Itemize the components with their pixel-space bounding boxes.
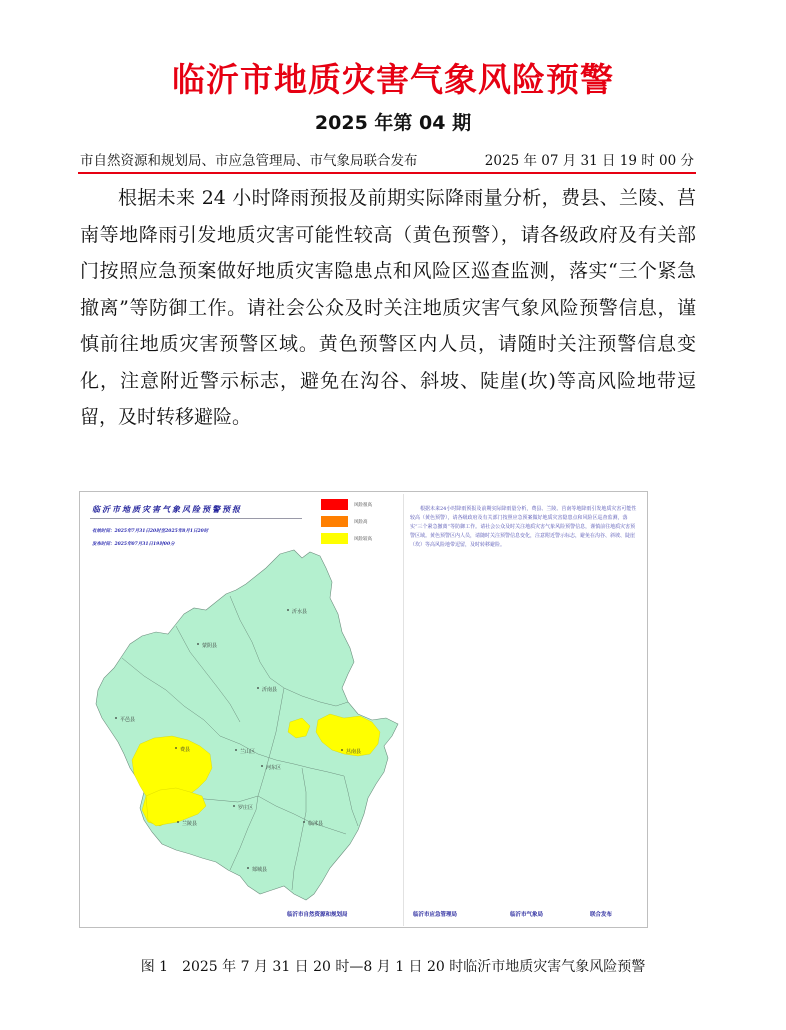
county-label-lanling: 兰陵县	[182, 821, 198, 827]
county-label-pingyi: 平邑县	[120, 717, 136, 723]
county-label-luozhuang: 罗庄区	[238, 805, 254, 811]
county-label-yinan: 沂南县	[262, 687, 278, 693]
map-release-time: 发布时间：2025年07月31日19时00分	[92, 542, 175, 547]
legend-swatch-orange	[321, 516, 348, 527]
publisher: 市自然资源和规划局、市应急管理局、市气象局联合发布	[80, 153, 418, 169]
warning-map-figure	[79, 491, 648, 928]
issue-number: 2025 年第 04 期	[314, 112, 472, 134]
county-label-lanshan: 兰山区	[240, 749, 256, 755]
legend-label: 风险较高	[354, 537, 372, 542]
footer-meteo-bureau: 临沂市气象局	[510, 912, 544, 918]
linyi-map	[80, 492, 647, 927]
footer-nr-bureau: 临沂市自然资源和规划局	[287, 912, 348, 918]
figure-caption: 图 1 2025 年 7 月 31 日 20 时—8 月 1 日 20 时临沂市地质灾害气象风险预警	[140, 959, 646, 975]
publish-datetime: 2025 年 07 月 31 日 19 时 00 分	[484, 153, 694, 169]
legend-label: 风险很高	[354, 503, 372, 508]
header-divider	[78, 172, 696, 174]
legend-label: 风险高	[354, 520, 368, 525]
county-label-tancheng: 郯城县	[252, 867, 268, 873]
legend-swatch-red	[321, 499, 348, 510]
county-label-hedong: 河东区	[266, 765, 282, 771]
county-label-junan: 莒南县	[346, 749, 362, 755]
county-label-linshu: 临沭县	[308, 821, 324, 827]
county-label-feixian: 费县	[180, 747, 191, 753]
county-label-yishui: 沂水县	[292, 609, 308, 615]
footer-joint-release: 联合发布	[590, 912, 613, 918]
county-label-mengyin: 蒙阴县	[202, 643, 218, 649]
figure-divider	[403, 494, 404, 926]
footer-emergency-bureau: 临沂市应急管理局	[413, 912, 458, 918]
map-side-text: 根据未来24小时降雨预报及前期实际降雨量分析，费县、兰陵、莒南等地降雨引发地质灾害可能性较高（黄色预警），请各级政府及有关部门按照应急预案做好地质灾害隐患点和风险区巡查监测，落实“三个紧急撤离”等防御工作。请社会公众及时关注地质灾害气象风险预警信息，谨慎前往地质灾害预警区域。黄色预警区内人员，请随时关注预警信息变化，注意附近警示标志，避免在沟谷、斜坡、陡崖（坎）等高风险地带逗留，及时转移避险。	[410, 506, 637, 548]
legend-swatch-yellow	[321, 533, 348, 544]
page-title: 临沂市地质灾害气象风险预警	[172, 60, 614, 99]
map-valid-period: 有效时间：2025年7月31日20时至2025年8月1日20时	[92, 529, 209, 534]
map-title-underline	[90, 518, 302, 519]
publication-row	[80, 149, 694, 171]
map-title: 临沂市地质灾害气象风险预警预报	[92, 504, 242, 514]
body-paragraph: 根据未来 24 小时降雨预报及前期实际降雨量分析，费县、兰陵、莒南等地降雨引发地质灾害可能性较高（黄色预警），请各级政府及有关部门按照应急预案做好地质灾害隐患点和风险区巡查监测，落实“三个紧急撤离”等防御工作。请社会公众及时关注地质灾害气象风险预警信息，谨慎前往地质灾害预警区域。黄色预警区内人员，请随时关注预警信息变化，注意附近警示标志，避免在沟谷、斜坡、陡崖(坎)等高风险地带逗留，及时转移避险。	[80, 187, 696, 428]
